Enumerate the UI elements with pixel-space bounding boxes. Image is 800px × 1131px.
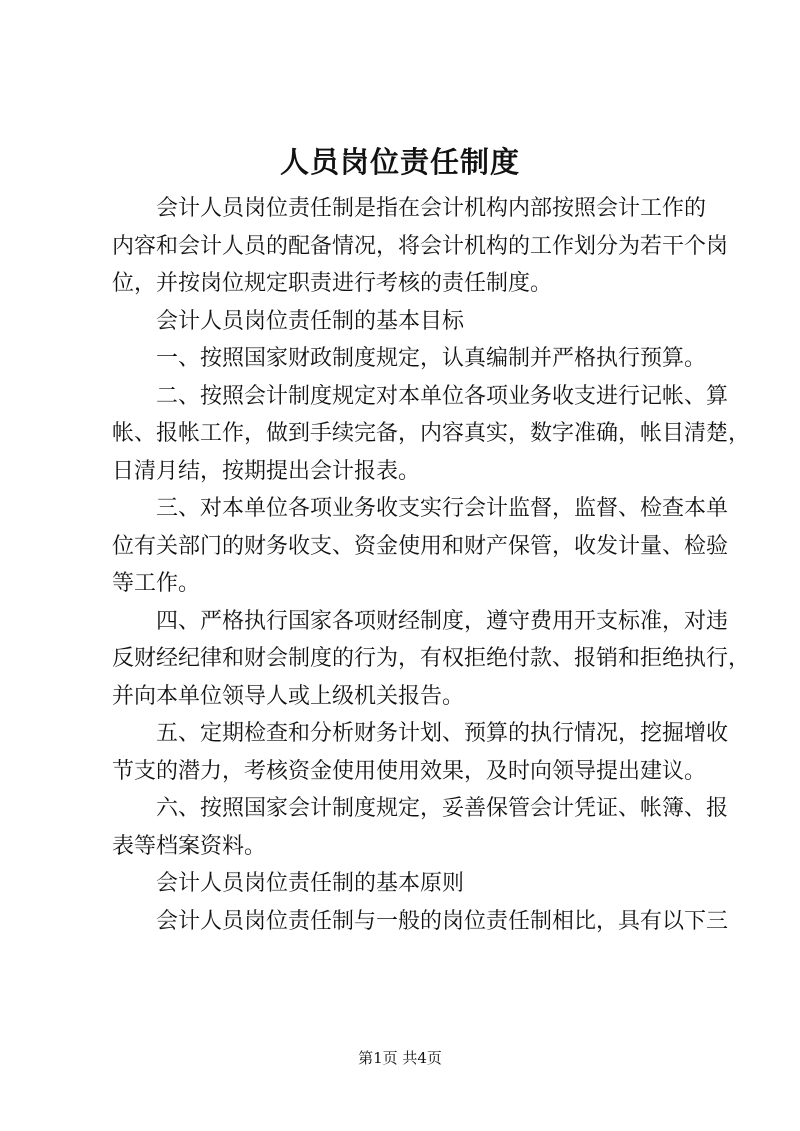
paragraph-line: 内容和会计人员的配备情况，将会计机构的工作划分为若干个岗 bbox=[112, 233, 729, 259]
paragraph-line: 一、按照国家财政制度规定，认真编制并严格执行预算。 bbox=[156, 346, 707, 371]
section-heading: 会计人员岗位责任制的基本原则 bbox=[156, 871, 465, 896]
paragraph-line: 表等档案资料。 bbox=[112, 833, 267, 859]
paragraph-line: 会计人员岗位责任制是指在会计机构内部按照会计工作的 bbox=[156, 196, 707, 221]
paragraph-line: 反财经纪律和财会制度的行为，有权拒绝付款、报销和拒绝执行， bbox=[112, 646, 751, 671]
paragraph-line: 日清月结，按期提出会计报表。 bbox=[112, 458, 421, 484]
paragraph-line: 帐、报帐工作，做到手续完备，内容真实，数字准确，帐目清楚， bbox=[112, 421, 751, 446]
page-number-footer: 第1页 共4页 bbox=[358, 1049, 442, 1067]
paragraph-line: 四、严格执行国家各项财经制度，遵守费用开支标准，对违 bbox=[156, 608, 729, 634]
paragraph-line: 三、对本单位各项业务收支实行会计监督，监督、检查本单 bbox=[156, 496, 729, 521]
paragraph-line: 六、按照国家会计制度规定，妥善保管会计凭证、帐簿、报 bbox=[156, 796, 729, 821]
document-title: 人员岗位责任制度 bbox=[279, 145, 520, 179]
section-heading: 会计人员岗位责任制的基本目标 bbox=[156, 308, 465, 334]
paragraph-line: 节支的潜力，考核资金使用使用效果，及时向领导提出建议。 bbox=[112, 758, 707, 784]
paragraph-line: 位有关部门的财务收支、资金使用和财产保管，收发计量、检验 bbox=[112, 533, 729, 559]
document-body bbox=[112, 190, 751, 940]
paragraph-line: 等工作。 bbox=[112, 571, 201, 596]
paragraph-line: 并向本单位领导人或上级机关报告。 bbox=[112, 683, 465, 709]
paragraph-line: 会计人员岗位责任制与一般的岗位责任制相比，具有以下三 bbox=[156, 908, 729, 934]
paragraph-line: 五、定期检查和分析财务计划、预算的执行情况，挖掘增收 bbox=[156, 721, 729, 746]
paragraph-line: 二、按照会计制度规定对本单位各项业务收支进行记帐、算 bbox=[156, 383, 729, 409]
paragraph-line: 位，并按岗位规定职责进行考核的责任制度。 bbox=[112, 271, 553, 296]
